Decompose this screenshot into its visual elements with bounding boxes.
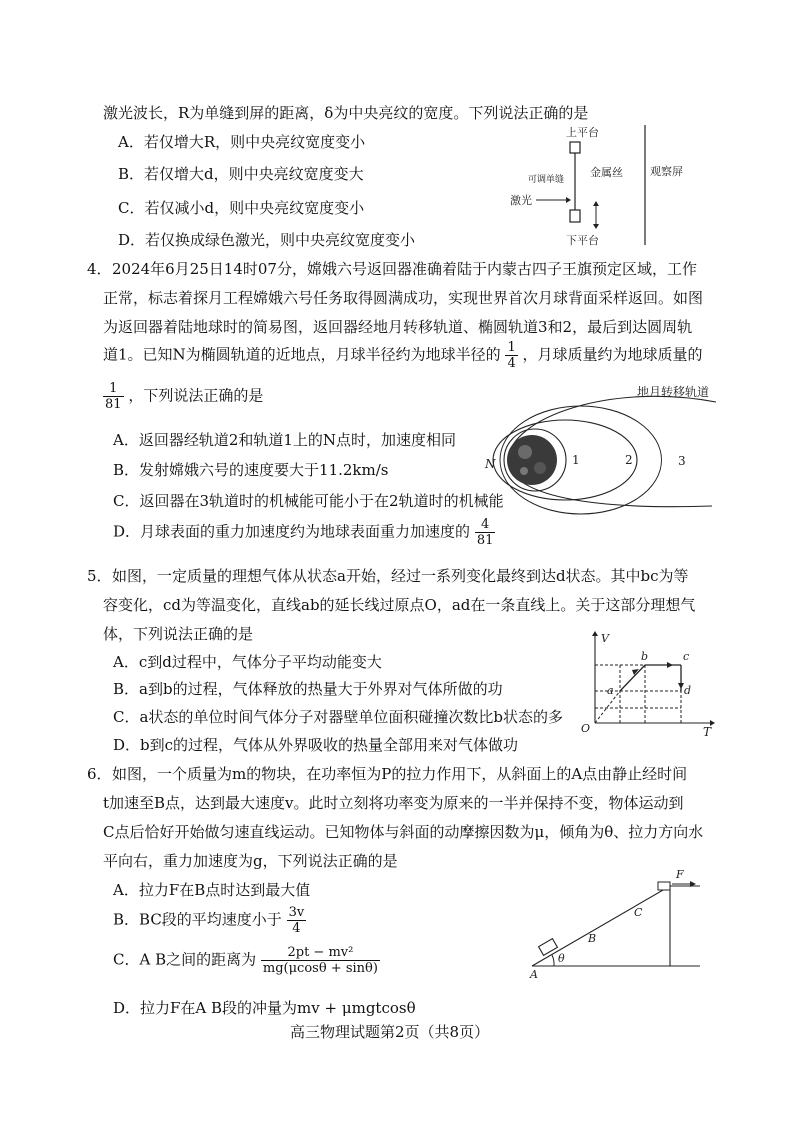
q6-stem-line-2: t加速至B点，达到最大速度v。此时立刻将功率变为原来的一半并保持不变，物体运动到 <box>103 794 684 812</box>
q5-vt-graph <box>575 628 715 738</box>
q6-stem-line-3: C点后恰好开始做匀速直线运动。已知物体与斜面的动摩擦因数为μ，倾角为θ、拉力方向水 <box>103 823 704 841</box>
q6-option-b: B．BC段的平均速度小于 $\frac{3v}{4}$ <box>113 905 305 936</box>
q4-option-d: D．月球表面的重力加速度约为地球表面重力加速度的 $\frac{4}{81}$ <box>113 517 494 548</box>
q3-label-wire: 金属丝 <box>590 166 623 179</box>
q4-option-a: A．返回器经轨道2和轨道1上的N点时，加速度相同 <box>113 431 457 449</box>
q4-orbit-diagram <box>480 378 720 518</box>
q6-option-d: D．拉力F在A B段的冲量为mv + μmgtcosθ <box>113 999 416 1017</box>
q3-label-top-platform: 上平台 <box>566 126 599 139</box>
q3-option-a: A．若仅增大R，则中央亮纹宽度变小 <box>118 133 366 151</box>
q4-frac-gravity: $\frac{4}{81}$ <box>476 517 494 548</box>
q4-stem-line-3: 为返回器着陆地球时的简易图，返回器经地月转移轨道、椭圆轨道3和2，最后到达圆周轨 <box>103 318 693 336</box>
q4-stem-line-2: 正常，标志着探月工程嫦娥六号任务取得圆满成功，实现世界首次月球背面采样返回。如图 <box>103 289 704 307</box>
q5-label-a: a <box>607 684 614 697</box>
q4-stem-line-4b: ，月球质量约为地球质量的 <box>522 345 703 364</box>
page-footer: 高三物理试题第2页（共8页） <box>290 1023 490 1041</box>
q3-label-slit: 可调单缝 <box>528 175 565 185</box>
q6-number: 6． <box>87 765 112 783</box>
q6-label-B: B <box>588 932 597 945</box>
q3-option-d: D．若仅换成绿色激光，则中央亮纹宽度变小 <box>118 231 416 249</box>
q6-option-a: A．拉力F在B点时达到最大值 <box>113 881 311 899</box>
q5-option-d: D．b到c的过程，气体从外界吸收的热量全部用来对气体做功 <box>113 736 519 754</box>
q5-stem-line-1: 如图，一定质量的理想气体从状态a开始，经过一系列变化最终到达d状态。其中bc为等 <box>112 567 689 585</box>
q3-label-bottom-platform: 下平台 <box>566 234 599 247</box>
q4-label-orbit-2: 2 <box>625 453 633 467</box>
q4-label-orbit-1: 1 <box>572 453 580 467</box>
q4-stem-line-1: 2024年6月25日14时07分，嫦娥六号返回器准确着陆于内蒙古四子王旗预定区域，工作 <box>112 260 697 278</box>
q4-frac-mass: $\frac{1}{81}$ <box>105 381 122 412</box>
q4-option-c: C．返回器在3轨道时的机械能可能小于在2轨道时的机械能 <box>113 492 504 510</box>
q4-label-orbit-3: 3 <box>678 454 686 468</box>
q5-option-b: B．a到b的过程，气体释放的热量大于外界对气体所做的功 <box>113 680 503 698</box>
q3-stem-end: 激光波长，R为单缝到屏的距离，δ为中央亮纹的宽度。下列说法正确的是 <box>103 104 589 122</box>
q3-label-laser: 激光 <box>510 194 532 207</box>
q4-label-transfer-orbit: 地月转移轨道 <box>637 385 710 399</box>
pulley-block-icon <box>658 882 670 890</box>
q5-option-a: A．c到d过程中，气体分子平均动能变大 <box>113 653 382 671</box>
q4-label-N: N <box>485 457 496 471</box>
q5-label-O: O <box>581 722 591 735</box>
earth-icon <box>507 435 557 485</box>
q6-incline-diagram <box>520 868 720 983</box>
q6-stem-line-4: 平向右，重力加速度为g，下列说法正确的是 <box>103 852 398 870</box>
q6-label-theta: θ <box>558 952 565 965</box>
q6-option-c: C．A B之间的距离为 $\frac{\text{2pt − mv²}}{mg(\mu\cos\theta + \sin\theta)}$ <box>113 945 378 976</box>
q5-label-d: d <box>684 684 692 697</box>
q4-stem-line-4 <box>103 340 703 371</box>
q5-option-c: C．a状态的单位时间气体分子对器壁单位面积碰撞次数比b状态的多 <box>113 708 564 726</box>
q3-option-c: C．若仅减小d，则中央亮纹宽度变小 <box>118 199 365 217</box>
q4-frac-radius: $\frac{1}{4}$ <box>507 340 516 371</box>
q5-label-b: b <box>641 650 649 663</box>
q5-stem-line-3: 体，下列说法正确的是 <box>103 625 254 643</box>
q4-option-b: B．发射嫦娥六号的速度要大于11.2km/s <box>113 461 389 479</box>
q3-top-block <box>570 142 580 153</box>
q5-label-c: c <box>683 650 690 663</box>
q4-stem-line-4a: 道1。已知N为椭圆轨道的近地点，月球半径约为地球半径的 <box>103 345 501 364</box>
q3-label-screen: 观察屏 <box>650 165 683 178</box>
q6-label-F: F <box>676 868 684 881</box>
q5-stem-line-2: 容变化，cd为等温变化，直线ab的延长线过原点O，ad在一条直线上。关于这部分理想气 <box>103 596 696 614</box>
q5-number: 5． <box>87 567 112 585</box>
q3-bottom-block <box>570 210 580 222</box>
q5-label-V: V <box>601 632 609 645</box>
q6-frac-velocity: $\frac{3v}{4}$ <box>288 905 305 936</box>
q4-stem-line-5: $\frac{1}{81}$ ，下列说法正确的是 <box>105 381 264 412</box>
q6-label-A: A <box>530 968 538 981</box>
q4-number: 4． <box>87 260 112 278</box>
q3-option-b: B．若仅增大d，则中央亮纹宽度变大 <box>118 165 364 183</box>
q5-label-T: T <box>703 725 712 738</box>
q6-frac-distance: $\frac{\text{2pt − mv²}}{mg(\mu\cos\theta + \sin\theta)}$ <box>262 945 378 976</box>
q3-slit-diagram <box>500 120 710 250</box>
q6-stem-line-1: 如图，一个质量为m的物块，在功率恒为P的拉力作用下，从斜面上的A点由静止经时间 <box>112 765 688 783</box>
q6-label-C: C <box>634 906 643 919</box>
